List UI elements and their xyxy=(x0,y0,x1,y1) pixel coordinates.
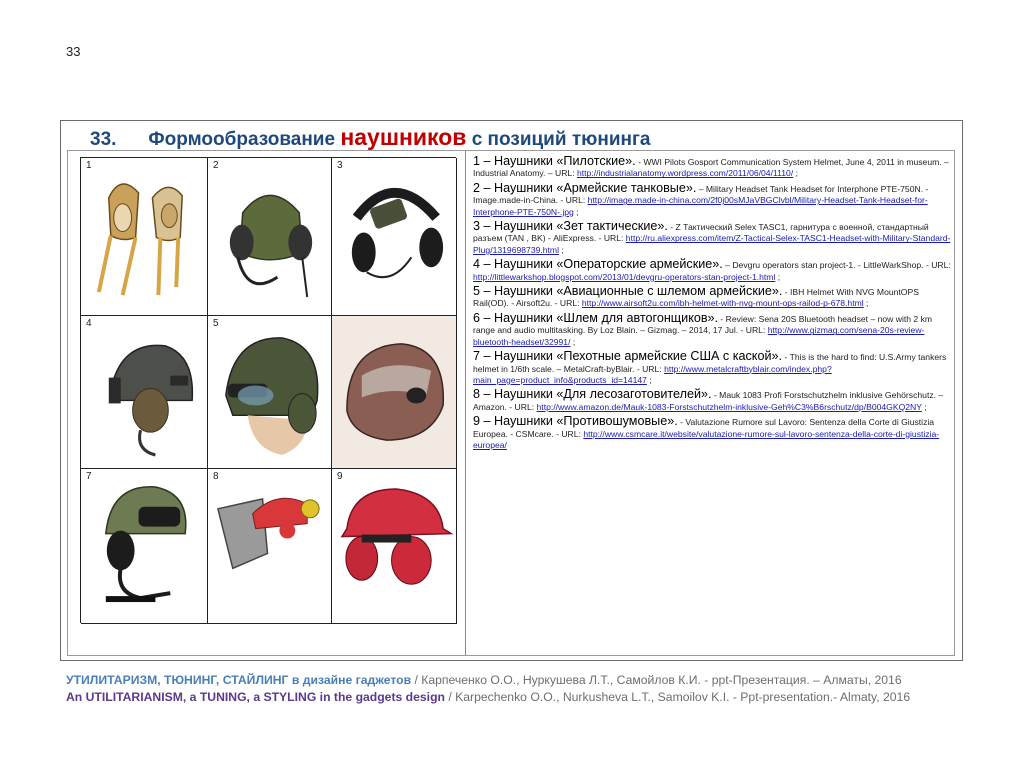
reference-heading: 4 – Наушники «Операторские армейские». xyxy=(473,257,723,272)
footer-authors-ru: / Карпеченко О.О., Нуркушева Л.Т., Самойлов К.И. - ppt-Презентация. – Алматы, 2016 xyxy=(411,673,902,687)
reference-link[interactable]: http://www.gizmag.com/sena-20s-review-bluetooth-headset/32991/ xyxy=(473,325,925,347)
reference-description: - Valutazione Rumore sul Lavoro: Sentenza della Corte di Giustizia Europea. - CSMcare. - URL: xyxy=(473,417,935,439)
cell-number: 4 xyxy=(86,318,92,329)
footer-authors-en: / Karpechenko O.O., Nurkusheva L.T., Samoilov K.I. - Ppt-presentation.- Almaty, 2016 xyxy=(444,690,911,704)
forestry-helmet-icon xyxy=(208,469,331,623)
reference-tail: ; xyxy=(863,298,869,309)
reference-item-5 xyxy=(473,284,951,310)
image-cell-2 xyxy=(208,158,332,316)
title-number: 33. xyxy=(90,129,117,150)
footer-line-en xyxy=(66,689,910,706)
reference-tail: ; xyxy=(570,336,576,347)
reference-description: - IBH Helmet With NVG MountOPS Rail(OD). - Airsoft2u. - URL: xyxy=(473,287,919,309)
reference-link[interactable]: http://www.metalcraftbyblair.com/index.php?main_page=product_info&products_id=14147 xyxy=(473,363,832,385)
slide-title xyxy=(90,124,650,151)
reference-description: - Mauk 1083 Profi Forstschutzhelm inklusive Gehörschutz. – Amazon. - URL: xyxy=(473,390,944,412)
reference-link[interactable]: http://www.csmcare.it/website/valutazione-rumore-sul-lavoro-sentenza-della-corte-di-giustizia-europea/ xyxy=(473,428,940,450)
image-cell-8 xyxy=(208,469,332,624)
reference-heading: 3 – Наушники «Зет тактические». xyxy=(473,219,668,234)
reference-tail: ; xyxy=(573,206,579,217)
column-divider xyxy=(465,151,466,655)
image-cell-7 xyxy=(81,469,208,624)
reference-description: - This is the hard to find: U.S.Army tankers helmet in 1/6th scale. – MetalCraft-byBlair. - URL: xyxy=(473,352,947,374)
reference-description: – Devgru operators stan project-1. - LittleWarkShop. - URL: xyxy=(722,260,951,271)
reference-description: – Military Headset Tank Headset for Interphone PTE-750N. - Image.made-in-China. - URL: xyxy=(473,183,929,206)
image-cell-6 xyxy=(332,316,457,469)
reference-item-8 xyxy=(473,387,951,413)
image-cell-4 xyxy=(81,316,208,469)
cell-number: 3 xyxy=(337,160,343,171)
footer-line-ru xyxy=(66,672,910,689)
reference-tail: ; xyxy=(775,271,781,282)
image-cell-5 xyxy=(208,316,332,469)
reference-link[interactable]: http://image.made-in-china.com/2f0j00sMJaVBGClvbl/Military-Headset-Tank-Headset-for-Interphone-PTE-750N-.jpg xyxy=(473,195,928,217)
footer-title-ru: УТИЛИТАРИЗМ, ТЮНИНГ, СТАЙЛИНГ в дизайне гаджетов xyxy=(66,673,412,687)
reference-tail: ; xyxy=(793,168,798,179)
content-box xyxy=(67,150,955,656)
operator-helmet-icon xyxy=(81,316,207,468)
reference-description: - WWI Pilots Gosport Communication System Helmet, June 4, 2011 in museum. – Industrial Anatomy. – URL: xyxy=(473,157,949,179)
reference-heading: 1 – Наушники «Пилотские». xyxy=(473,154,636,168)
image-cell-1 xyxy=(81,158,208,316)
reference-tail: ; xyxy=(646,374,652,385)
slide-number: 33 xyxy=(66,44,81,59)
cell-number: 9 xyxy=(337,471,343,482)
cell-number: 2 xyxy=(213,160,219,171)
reference-item-3 xyxy=(473,219,951,256)
reference-link[interactable]: http://www.amazon.de/Mauk-1083-Forstschutzhelm-inklusive-Geh%C3%B6rschutz/dp/B004GKQ2NY xyxy=(536,401,922,412)
reference-link[interactable]: http://littlewarkshop.blogspot.com/2013/01/devgru-operators-stan-project-1.html xyxy=(473,271,776,282)
reference-item-1 xyxy=(473,154,951,180)
aviation-helmet-icon xyxy=(208,316,331,468)
reference-heading: 2 – Наушники «Армейские танковые». xyxy=(473,180,697,195)
reference-heading: 7 – Наушники «Пехотные армейские США с каской». xyxy=(473,349,783,364)
noise-protection-helmet-icon xyxy=(332,469,456,623)
reference-item-4 xyxy=(473,257,951,283)
tactical-headset-icon xyxy=(332,158,456,315)
reference-tail: ; xyxy=(921,401,927,412)
image-cell-3 xyxy=(332,158,457,316)
reference-link[interactable]: http://www.airsoft2u.com/ibh-helmet-with-nvg-mount-ops-railod-p-678.html xyxy=(581,298,864,309)
reference-heading: 6 – Наушники «Шлем для автогонщиков». xyxy=(473,310,719,325)
image-grid xyxy=(80,157,456,623)
cell-number: 7 xyxy=(86,471,92,482)
reference-heading: 9 – Наушники «Противошумовые». xyxy=(473,414,678,429)
reference-description: - Review: Sena 20S Bluetooth headset – now with 2 km range and audio multitasking. By Loz Blain. – Gizmag. – 2014, 17 Jul. - URL: xyxy=(473,313,933,336)
references-list xyxy=(473,154,951,452)
reference-link[interactable]: http://industrialanatomy.wordpress.com/2011/06/04/1110/ xyxy=(576,168,794,179)
reference-item-9 xyxy=(473,414,951,451)
reference-link[interactable]: http://ru.aliexpress.com/item/Z-Tactical-Selex-TASC1-Headset-with-Military-Standard-Plug/1319698739.html xyxy=(473,233,951,255)
infantry-helmet-icon xyxy=(81,469,207,623)
reference-heading: 8 – Наушники «Для лесозаготовителей». xyxy=(473,387,712,402)
image-cell-9 xyxy=(332,469,457,624)
pilot-headphones-icon xyxy=(81,158,207,315)
racing-helmet-icon xyxy=(332,316,456,468)
title-prefix: Формообразование xyxy=(148,129,341,150)
footer-title-en: An UTILITARIANISM, a TUNING, a STYLING in the gadgets design xyxy=(66,690,445,704)
title-highlight: наушников xyxy=(340,124,467,150)
reference-item-7 xyxy=(473,349,951,386)
tank-headset-icon xyxy=(208,158,331,315)
reference-tail: ; xyxy=(559,244,564,255)
slide-footer xyxy=(66,672,910,706)
reference-item-6 xyxy=(473,311,951,348)
cell-number: 1 xyxy=(86,160,92,171)
cell-number: 5 xyxy=(213,318,219,329)
reference-heading: 5 – Наушники «Авиационные с шлемом армейские». xyxy=(473,284,783,299)
reference-description: - Z Тактический Selex TASC1, гарнитура с военной, стандартный разъем (TAN , BK) - AliExpress. - URL: xyxy=(473,222,929,244)
cell-number: 8 xyxy=(213,471,219,482)
slide-frame xyxy=(60,120,963,661)
title-suffix: с позиций тюнинга xyxy=(466,129,651,150)
reference-item-2 xyxy=(473,181,951,218)
